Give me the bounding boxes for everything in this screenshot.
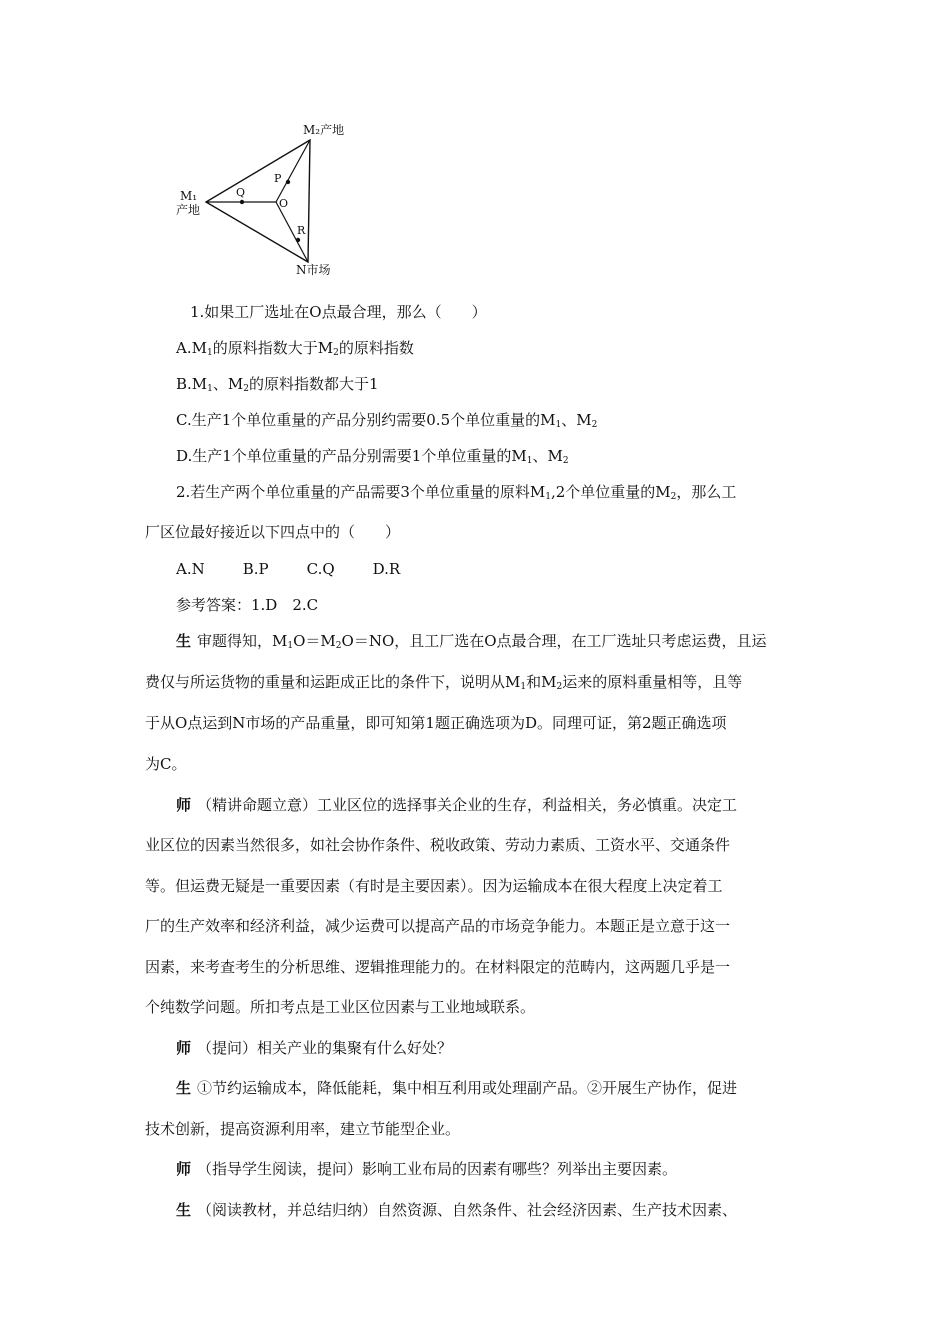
speaker-label: 生 <box>176 1079 192 1097</box>
subscript: 2 <box>333 348 339 358</box>
text: 的原料指数都大于1 <box>248 375 379 393</box>
question-1-option-a <box>176 338 846 358</box>
point-r <box>296 238 300 242</box>
teacher-paragraph-2-line-6: 个纯数学问题。所扣考点是工业区位因素与工业地域联系。 <box>145 998 536 1016</box>
student-paragraph-4-line-2: 技术创新，提高资源利用率，建立节能型企业。 <box>145 1120 461 1138</box>
subscript: 1 <box>526 456 533 466</box>
text: ，那么工 <box>676 483 737 501</box>
option-b: B.P <box>242 560 269 578</box>
text: 运来的原料重量相等，且等 <box>562 673 743 691</box>
student-paragraph-4-line-1 <box>176 1078 846 1098</box>
text: 的原料指数大于M <box>212 339 334 357</box>
text: 、M <box>532 447 563 465</box>
text: ,2个单位重量的M <box>550 483 671 501</box>
teacher-paragraph-2-line-2: 业区位的因素当然很多，如社会协作条件、税收政策、劳动力素质、工资水平、交通条件 <box>145 836 731 854</box>
subscript: 2 <box>670 492 677 502</box>
triangle-outline <box>206 140 310 262</box>
question-1-option-c <box>176 410 846 430</box>
label-q: Q <box>236 186 246 199</box>
speaker-label: 师 <box>176 1039 192 1057</box>
label-m2: M₂产地 <box>303 123 345 137</box>
speaker-label: 生 <box>176 1201 192 1219</box>
text: 费仅与所运货物的重量和运距成正比的条件下，说明从M <box>145 673 521 691</box>
label-n: N市场 <box>296 263 331 277</box>
point-q <box>240 200 244 204</box>
question-1-option-d <box>176 446 846 466</box>
subscript: 2 <box>335 641 342 651</box>
text: B.M <box>176 375 208 393</box>
text: （阅读教材，并总结归纳）自然资源、自然条件、社会经济因素、生产技术因素、 <box>197 1201 738 1219</box>
text: D.生产1个单位重量的产品分别需要1个单位重量的M <box>176 447 527 465</box>
point-p <box>286 180 290 184</box>
text: O＝M <box>293 632 336 650</box>
label-o: O <box>279 197 289 210</box>
speaker-label: 生 <box>176 632 192 650</box>
text: O＝NO，且工厂选在O点最合理，在工厂选址只考虑运费，且运 <box>341 632 767 650</box>
student-paragraph-1-line-4: 为C。 <box>145 755 187 773</box>
question-2-stem-line-2: 厂区位最好接近以下四点中的（ ） <box>145 523 401 541</box>
label-r: R <box>297 224 306 237</box>
triangle-diagram-svg <box>170 118 370 283</box>
triangle-diagram <box>170 118 370 283</box>
student-paragraph-1-line-1 <box>176 631 846 651</box>
text: 的原料指数 <box>338 339 414 357</box>
label-p: P <box>274 172 282 185</box>
text: ①节约运输成本，降低能耗，集中相互利用或处理副产品。②开展生产协作，促进 <box>197 1079 738 1097</box>
text: 2.若生产两个单位重量的产品需要3个单位重量的原料M <box>176 483 546 501</box>
text: （精讲命题立意）工业区位的选择事关企业的生存，利益相关，务必慎重。决定工 <box>197 796 738 814</box>
subscript: 1 <box>545 492 551 502</box>
question-1-stem: 1.如果工厂选址在O点最合理，那么（ ） <box>190 303 487 321</box>
question-1-option-b <box>176 374 846 394</box>
subscript: 2 <box>562 456 569 466</box>
subscript: 1 <box>555 420 562 430</box>
text: （指导学生阅读，提问）影响工业布局的因素有哪些？列举出主要因素。 <box>197 1160 678 1178</box>
text: （提问）相关产业的集聚有什么好处？ <box>197 1039 453 1057</box>
subscript: 1 <box>206 348 213 358</box>
teacher-paragraph-2-line-4: 厂的生产效率和经济利益，减少运费可以提高产品的市场竞争能力。本题正是立意于这一 <box>145 917 731 935</box>
text: 、M <box>561 411 592 429</box>
question-2-options <box>176 559 846 579</box>
subscript: 2 <box>556 682 563 692</box>
teacher-paragraph-2-line-3: 等。但运费无疑是一重要因素（有时是主要因素）。因为运输成本在很大程度上决定着工 <box>145 877 723 895</box>
text: A.M <box>176 339 207 357</box>
label-m1: M₁ <box>180 189 198 203</box>
teacher-paragraph-3 <box>176 1038 846 1058</box>
student-paragraph-1-line-3: 于从O点运到N市场的产品重量，即可知第1题正确选项为D。同理可证，第2题正确选项 <box>145 714 727 732</box>
subscript: 1 <box>287 641 294 651</box>
subscript: 2 <box>591 420 598 430</box>
text: 、M <box>212 375 244 393</box>
option-d: D.R <box>372 560 401 578</box>
teacher-paragraph-2-line-5: 因素，来考查考生的分析思维、逻辑推理能力的。在材料限定的范畴内，这两题几乎是一 <box>145 958 731 976</box>
option-c: C.Q <box>306 560 335 578</box>
question-2-stem-line-1 <box>176 482 846 502</box>
text: C.生产1个单位重量的产品分别约需要0.5个单位重量的M <box>176 411 556 429</box>
speaker-label: 师 <box>176 796 192 814</box>
reference-answer: 参考答案：1.D 2.C <box>176 596 319 614</box>
text: 和M <box>526 673 557 691</box>
teacher-paragraph-2-line-1 <box>176 795 846 815</box>
subscript: 1 <box>207 384 213 394</box>
option-a: A.N <box>176 560 205 578</box>
text: 审题得知，M <box>197 632 288 650</box>
line-m2-o <box>276 140 310 202</box>
speaker-label: 师 <box>176 1160 192 1178</box>
student-paragraph-1-line-2 <box>145 672 815 692</box>
subscript: 2 <box>243 384 249 394</box>
subscript: 1 <box>520 682 527 692</box>
student-paragraph-6 <box>176 1200 846 1220</box>
teacher-paragraph-5 <box>176 1159 846 1179</box>
label-m1-place: 产地 <box>176 203 201 217</box>
